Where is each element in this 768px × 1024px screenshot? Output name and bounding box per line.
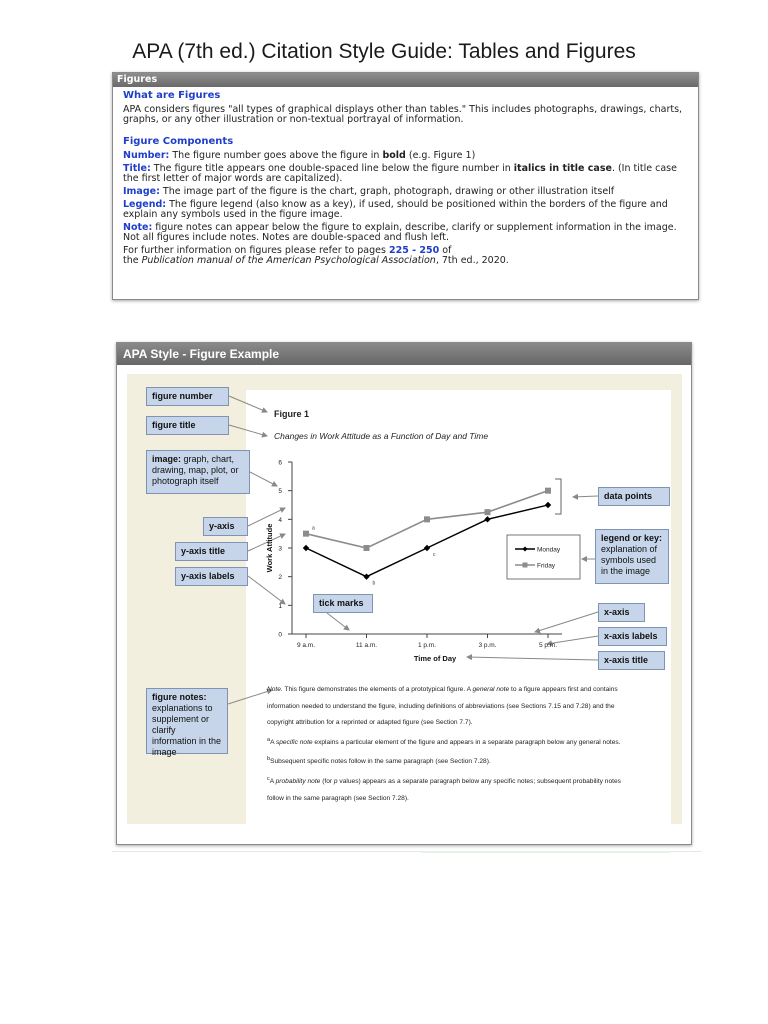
data-point-friday — [485, 509, 491, 515]
figure-number: Figure 1 — [274, 409, 310, 419]
data-point-friday — [364, 545, 370, 551]
callout-arrow — [535, 612, 598, 632]
data-point-monday — [303, 545, 309, 551]
figures-info-panel — [112, 72, 699, 300]
title-term: Title: — [123, 163, 151, 174]
component-title: Title: The figure title appears one double-spaced line below the figure number in italics in title case. (In title case the first letter of major words are capitalized). — [123, 163, 677, 184]
data-point-friday — [545, 488, 551, 494]
callout-y-axis-labels: y-axis labels — [175, 567, 248, 586]
specific-note: $^a$A specific note explains a particular element of the figure and appears in a separate paragraph below any general notes. $^b$Subsequent specific notes follow in the same paragraph (see Section 7.28). — [267, 736, 621, 766]
figure-title: Changes in Work Attitude as a Function of Day and Time — [274, 431, 489, 441]
x-tick-label: 9 a.m. — [296, 642, 316, 649]
component-note: Note: figure notes can appear below the figure to explain, describe, clarify or supplement information in the image. Not all figures include notes. Notes are double-spaced and flush left. — [123, 222, 677, 243]
callout-arrow — [573, 496, 598, 497]
probability-note: $^c$A probability note (for p values) appears as a separate paragraph below any specific notes; subsequent probability notes follow in the same paragraph (see Section 7.28). — [267, 775, 621, 802]
y-tick-label: 2 — [278, 574, 282, 582]
component-legend: Legend: The figure legend (also know as a key), if used, should be positioned within the borders of the figure and explain any symbols used in the figure image. — [123, 199, 668, 220]
note-term: Note: — [123, 222, 153, 233]
point-note-label: c — [433, 552, 436, 558]
callout-arrow — [229, 425, 267, 436]
legend-term: Legend: — [123, 199, 167, 210]
legend-label: Friday — [537, 562, 556, 570]
callout-arrow — [228, 690, 272, 704]
callout-figure-number: figure number — [146, 387, 229, 406]
data-point-monday — [484, 516, 490, 522]
legend-marker — [523, 563, 528, 568]
y-tick-label: 4 — [278, 516, 282, 524]
component-number: Number: The figure number goes above the figure in bold (e.g. Figure 1) — [123, 150, 476, 161]
figures-panel-body — [113, 87, 698, 266]
component-image: Image: The image part of the figure is the chart, graph, photograph, drawing or other illustration itself — [123, 186, 615, 197]
further-info: For further information on figures please refer to pages 225 - 250 of the Publication manual of the American Psychological Association, 7th ed., 2020. — [123, 245, 509, 266]
x-tick-label: 11 a.m. — [355, 642, 378, 649]
divider-accent — [420, 851, 670, 853]
figure-notes-text — [267, 682, 627, 807]
callout-x-axis-labels: x-axis labels — [598, 627, 667, 646]
callout-arrow — [229, 396, 267, 412]
callout-y-axis: y-axis — [203, 517, 248, 536]
figures-panel-header: Figures — [113, 73, 698, 87]
callout-y-axis-title: y-axis title — [175, 542, 248, 561]
y-tick-label: 3 — [278, 545, 282, 553]
callout-x-axis-title: x-axis title — [598, 651, 665, 670]
callout-arrow — [467, 657, 598, 660]
y-tick-label: 5 — [278, 488, 282, 496]
number-term: Number: — [123, 150, 170, 161]
callout-arrow — [327, 613, 349, 630]
y-axis-title: Work Attitude — [265, 523, 274, 573]
y-tick-label: 6 — [278, 459, 282, 467]
image-term: Image: — [123, 186, 160, 197]
callout-legend: legend or key: explanation of symbols used in the image — [595, 529, 669, 584]
point-note-label: b — [372, 580, 376, 587]
figure-components-heading: Figure Components — [123, 136, 234, 147]
x-tick-label: 3 p.m. — [478, 642, 497, 649]
what-are-figures-heading: What are Figures — [123, 90, 221, 101]
y-tick-label: 0 — [278, 631, 282, 639]
point-note-label: a — [312, 525, 315, 532]
page-title: APA (7th ed.) Citation Style Guide: Tables and Figures — [132, 40, 636, 63]
callout-data-points: data points — [598, 487, 670, 506]
data-points-bracket — [555, 479, 561, 514]
legend-box — [507, 535, 580, 579]
y-tick-label: 1 — [278, 602, 282, 610]
data-point-monday — [363, 573, 369, 579]
figure-example-panel — [116, 342, 692, 845]
x-tick-label: 5 p.m. — [538, 642, 558, 649]
what-are-figures-text: APA considers figures "all types of graphical displays other than tables." This includes photographs, drawings, charts, graphs, or any other illustration or non-textual portrayal of information. — [123, 104, 683, 125]
data-point-monday — [424, 545, 430, 551]
callout-figure-notes: figure notes: explanations to supplement or clarify information in the image — [146, 688, 228, 754]
callout-figure-title: figure title — [146, 416, 229, 435]
figure-example-header: APA Style - Figure Example — [117, 343, 691, 365]
x-axis-title: Time of Day — [413, 654, 457, 663]
callout-image: image: graph, chart, drawing, map, plot, or photograph itself — [146, 450, 250, 494]
data-point-monday — [545, 502, 551, 508]
general-note: Note. This figure demonstrates the elements of a prototypical figure. A general note to a figure appears first and contains information needed to understand the figure, including definitions of abbreviations (see Sections 7.15 and 7.28) and the copyright attribution for a reprinted or adapted figure (see Section 7.7). — [267, 686, 618, 726]
pages-link[interactable]: 225 - 250 — [388, 245, 440, 256]
legend-label: Monday — [537, 546, 561, 554]
x-tick-label: 1 p.m. — [417, 642, 437, 649]
callout-x-axis: x-axis — [598, 603, 645, 622]
data-point-friday — [303, 531, 309, 537]
callout-arrow — [250, 472, 277, 486]
callout-tick-marks: tick marks — [313, 594, 373, 613]
data-point-friday — [424, 516, 430, 522]
